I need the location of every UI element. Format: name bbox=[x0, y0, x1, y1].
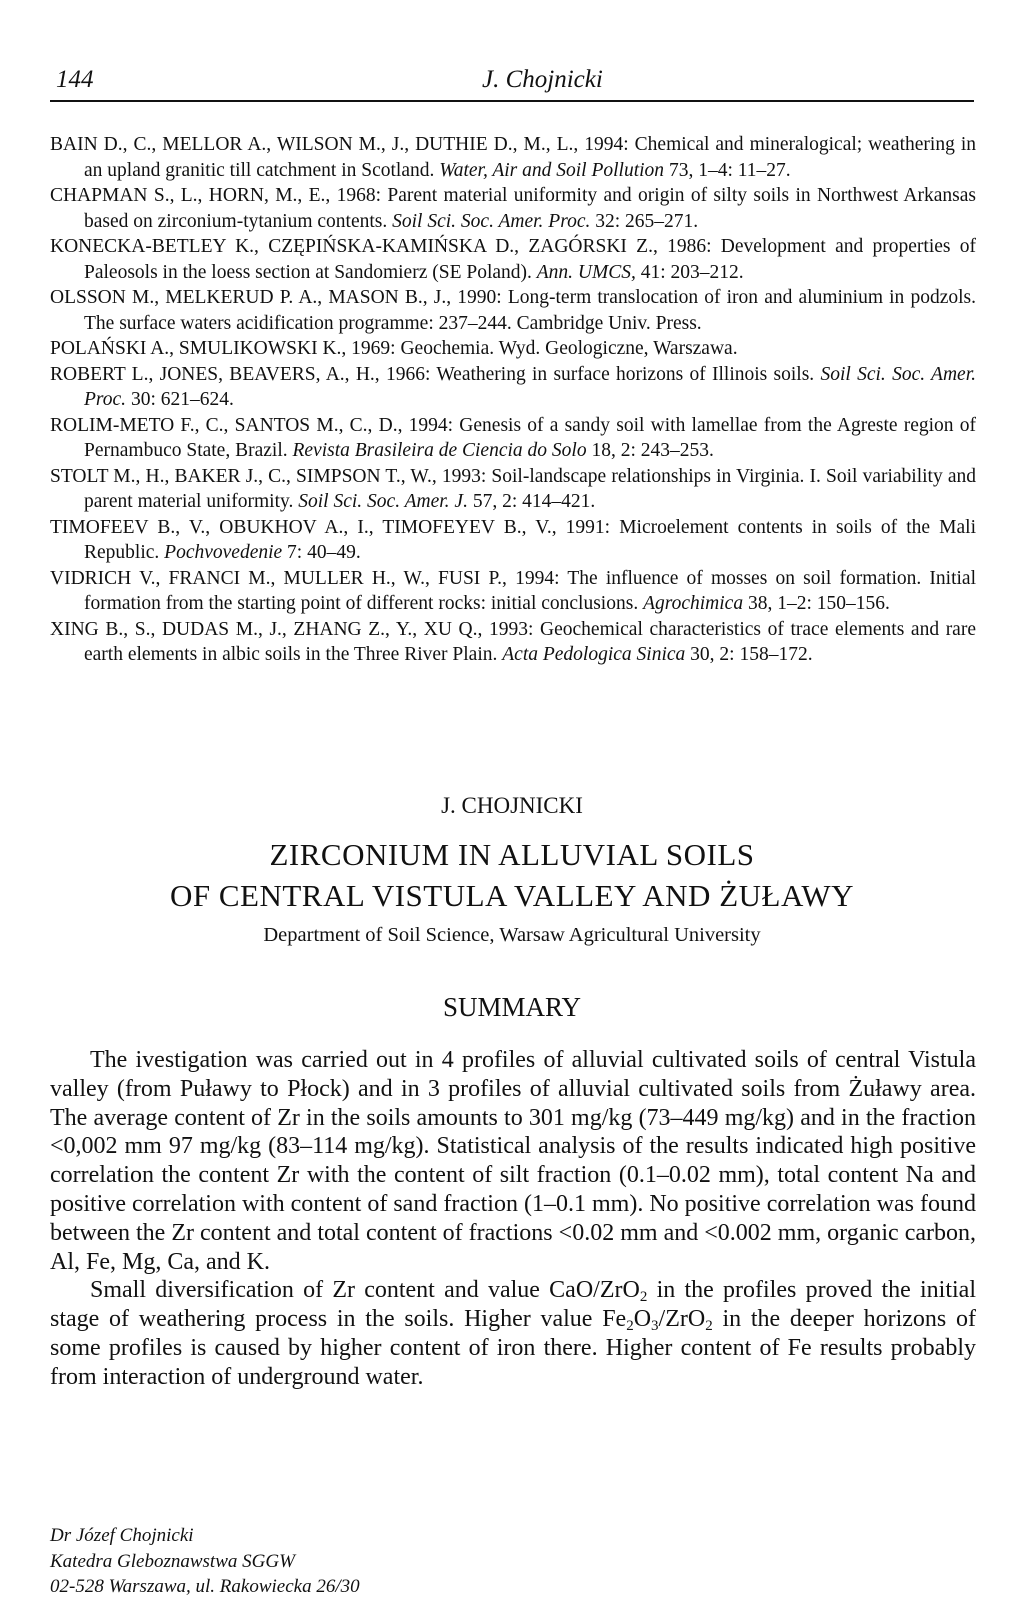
text-run: /ZrO bbox=[658, 1306, 706, 1333]
affiliation: Department of Soil Science, Warsaw Agricultural University bbox=[263, 924, 761, 946]
subscript: 2 bbox=[639, 1289, 648, 1306]
reference-entry bbox=[50, 234, 976, 285]
reference-entry bbox=[50, 362, 976, 413]
reference-entry bbox=[50, 515, 976, 566]
reference-entry bbox=[50, 132, 976, 183]
italic-text: Acta Pedologica Sinica bbox=[502, 644, 686, 665]
italic-text: Water, Air and Soil Pollution bbox=[439, 159, 665, 181]
text-run: Small diversification of Zr content and value CaO/ZrO bbox=[90, 1277, 640, 1304]
italic-text: Soil Sci. Soc. Amer. Proc. bbox=[392, 210, 591, 232]
reference-entry bbox=[50, 617, 976, 668]
reference-entry bbox=[50, 336, 976, 362]
article-title bbox=[0, 834, 1024, 916]
address-line-department: Katedra Gleboznawstwa SGGW bbox=[50, 1550, 295, 1572]
address-line-name: Dr Józef Chojnicki bbox=[50, 1525, 194, 1546]
italic-text: Revista Brasileira de Ciencia do Solo bbox=[292, 440, 587, 461]
article-title-line-2: OF CENTRAL VISTULA VALLEY AND ŻUŁAWY bbox=[169, 878, 854, 913]
text-run: TIMOFEEV B., V., OBUKHOV A., I., TIMOFEYEV B., V., 1991: Microelement contents in soils of the Mali Republic. bbox=[50, 516, 976, 563]
summary-paragraph bbox=[50, 1276, 976, 1391]
subscript: 3 bbox=[651, 1317, 659, 1334]
italic-text: Soil Sci. Soc. Amer. Proc. bbox=[84, 363, 976, 410]
text-run: ROBERT L., JONES, BEAVERS, A., H., 1966: Weathering in surface horizons of Illinois soils. bbox=[50, 363, 821, 385]
text-run: 32: 265–271. bbox=[590, 210, 699, 232]
text-run: 30, 2: 158–172. bbox=[685, 644, 813, 665]
reference-entry bbox=[50, 464, 976, 515]
text-run: 41: 203–212. bbox=[635, 261, 744, 283]
text-run: in the deeper horizons of some profiles is caused by higher content of iron there. Higher content of Fe results probably from interaction of underground water. bbox=[50, 1306, 976, 1390]
address-line-street: 02-528 Warszawa, ul. Rakowiecka 26/30 bbox=[50, 1576, 360, 1597]
text-run: in the profiles proved the initial stage of weathering process in the soils. Higher value Fe bbox=[50, 1277, 976, 1333]
text-run: STOLT M., H., BAKER J., C., SIMPSON T., W., 1993: Soil-landscape relationships in Virginia. I. Soil variability and parent material uniformity. bbox=[50, 465, 976, 512]
summary-body bbox=[50, 1046, 976, 1392]
italic-text: Soil Sci. Soc. Amer. J. bbox=[298, 491, 468, 512]
text-run: 73, 1–4: 11–27. bbox=[664, 159, 791, 181]
running-head: J. Chojnicki bbox=[482, 66, 603, 93]
text-run: The ivestigation was carried out in 4 profiles of alluvial cultivated soils of central Vistula valley (from Puławy to Płock) and in 3 profiles of alluvial cultivated soils from Żuławy area. The average content of Zr in the soils amounts to 301 mg/kg (73–449 mg/kg) and in the fraction <0,002 mm 97 mg/kg (83–114 mg/kg). Statistical analysis of the results indicated high positive correlation the content Zr with the content of silt fraction (0.1–0.02 mm), total content Na and positive correlation with content of sand fraction (1–0.1 mm). No positive correlation was found between the Zr content and total content of fractions <0.02 mm and <0.002 mm, organic carbon, Al, Fe, Mg, Ca, and K. bbox=[50, 1047, 976, 1275]
text-run: BAIN D., C., MELLOR A., WILSON M., J., DUTHIE D., M., L., 1994: Chemical and mineralogical; weathering in an upland granitic till catchment in Scotland. bbox=[50, 134, 976, 181]
text-run: 30: 621–624. bbox=[126, 389, 234, 410]
italic-text: Ann. UMCS, bbox=[536, 261, 636, 283]
text-run: 7: 40–49. bbox=[282, 542, 361, 563]
summary-heading: SUMMARY bbox=[442, 992, 582, 1022]
italic-text: Pochvovedenie bbox=[164, 542, 283, 563]
subscript: 2 bbox=[705, 1317, 713, 1334]
text-run: 57, 2: 414–421. bbox=[467, 491, 596, 512]
text-run: POLAŃSKI A., SMULIKOWSKI K., 1969: Geochemia. Wyd. Geologiczne, Warszawa. bbox=[50, 338, 738, 359]
article-author: J. CHOJNICKI bbox=[441, 793, 583, 818]
reference-entry bbox=[50, 285, 976, 336]
text-run: KONECKA-BETLEY K., CZĘPIŃSKA-KAMIŃSKA D., ZAGÓRSKI Z., 1986: Development and properties of Paleosols in the loess section at Sandomierz (SE Poland). bbox=[50, 236, 976, 283]
article-title-line-1: ZIRCONIUM IN ALLUVIAL SOILS bbox=[269, 837, 755, 872]
author-address bbox=[50, 1523, 360, 1600]
page-number: 144 bbox=[56, 66, 94, 93]
italic-text: Agrochimica bbox=[643, 593, 744, 614]
text-run: OLSSON M., MELKERUD P. A., MASON B., J., 1990: Long-term translocation of iron and aluminium in podzols. The surface waters acidification programme: 237–244. Cambridge Univ. Press. bbox=[50, 287, 976, 334]
text-run: 18, 2: 243–253. bbox=[586, 440, 714, 461]
reference-entry bbox=[50, 566, 976, 617]
text-run: ROLIM-METO F., C., SANTOS M., C., D., 1994: Genesis of a sandy soil with lamellae from the Agreste region of Pernambuco State, Brazil. bbox=[50, 414, 976, 461]
text-run: O bbox=[633, 1306, 652, 1333]
text-run: 38, 1–2: 150–156. bbox=[743, 593, 890, 614]
text-run: CHAPMAN S., L., HORN, M., E., 1968: Parent material uniformity and origin of silty soils in Northwest Arkansas based on zirconium-tytanium contents. bbox=[50, 185, 976, 232]
reference-entry bbox=[50, 413, 976, 464]
reference-list bbox=[50, 132, 976, 668]
subscript: 2 bbox=[626, 1317, 634, 1334]
text-run: XING B., S., DUDAS M., J., ZHANG Z., Y., XU Q., 1993: Geochemical characteristics of trace elements and rare earth elements in albic soils in the Three River Plain. bbox=[50, 618, 976, 665]
reference-entry bbox=[50, 183, 976, 234]
text-run: VIDRICH V., FRANCI M., MULLER H., W., FUSI P., 1994: The influence of mosses on soil formation. Initial formation from the starting point of different rocks: initial conclusions. bbox=[50, 567, 976, 614]
summary-paragraph bbox=[50, 1046, 976, 1276]
running-header bbox=[50, 64, 974, 102]
